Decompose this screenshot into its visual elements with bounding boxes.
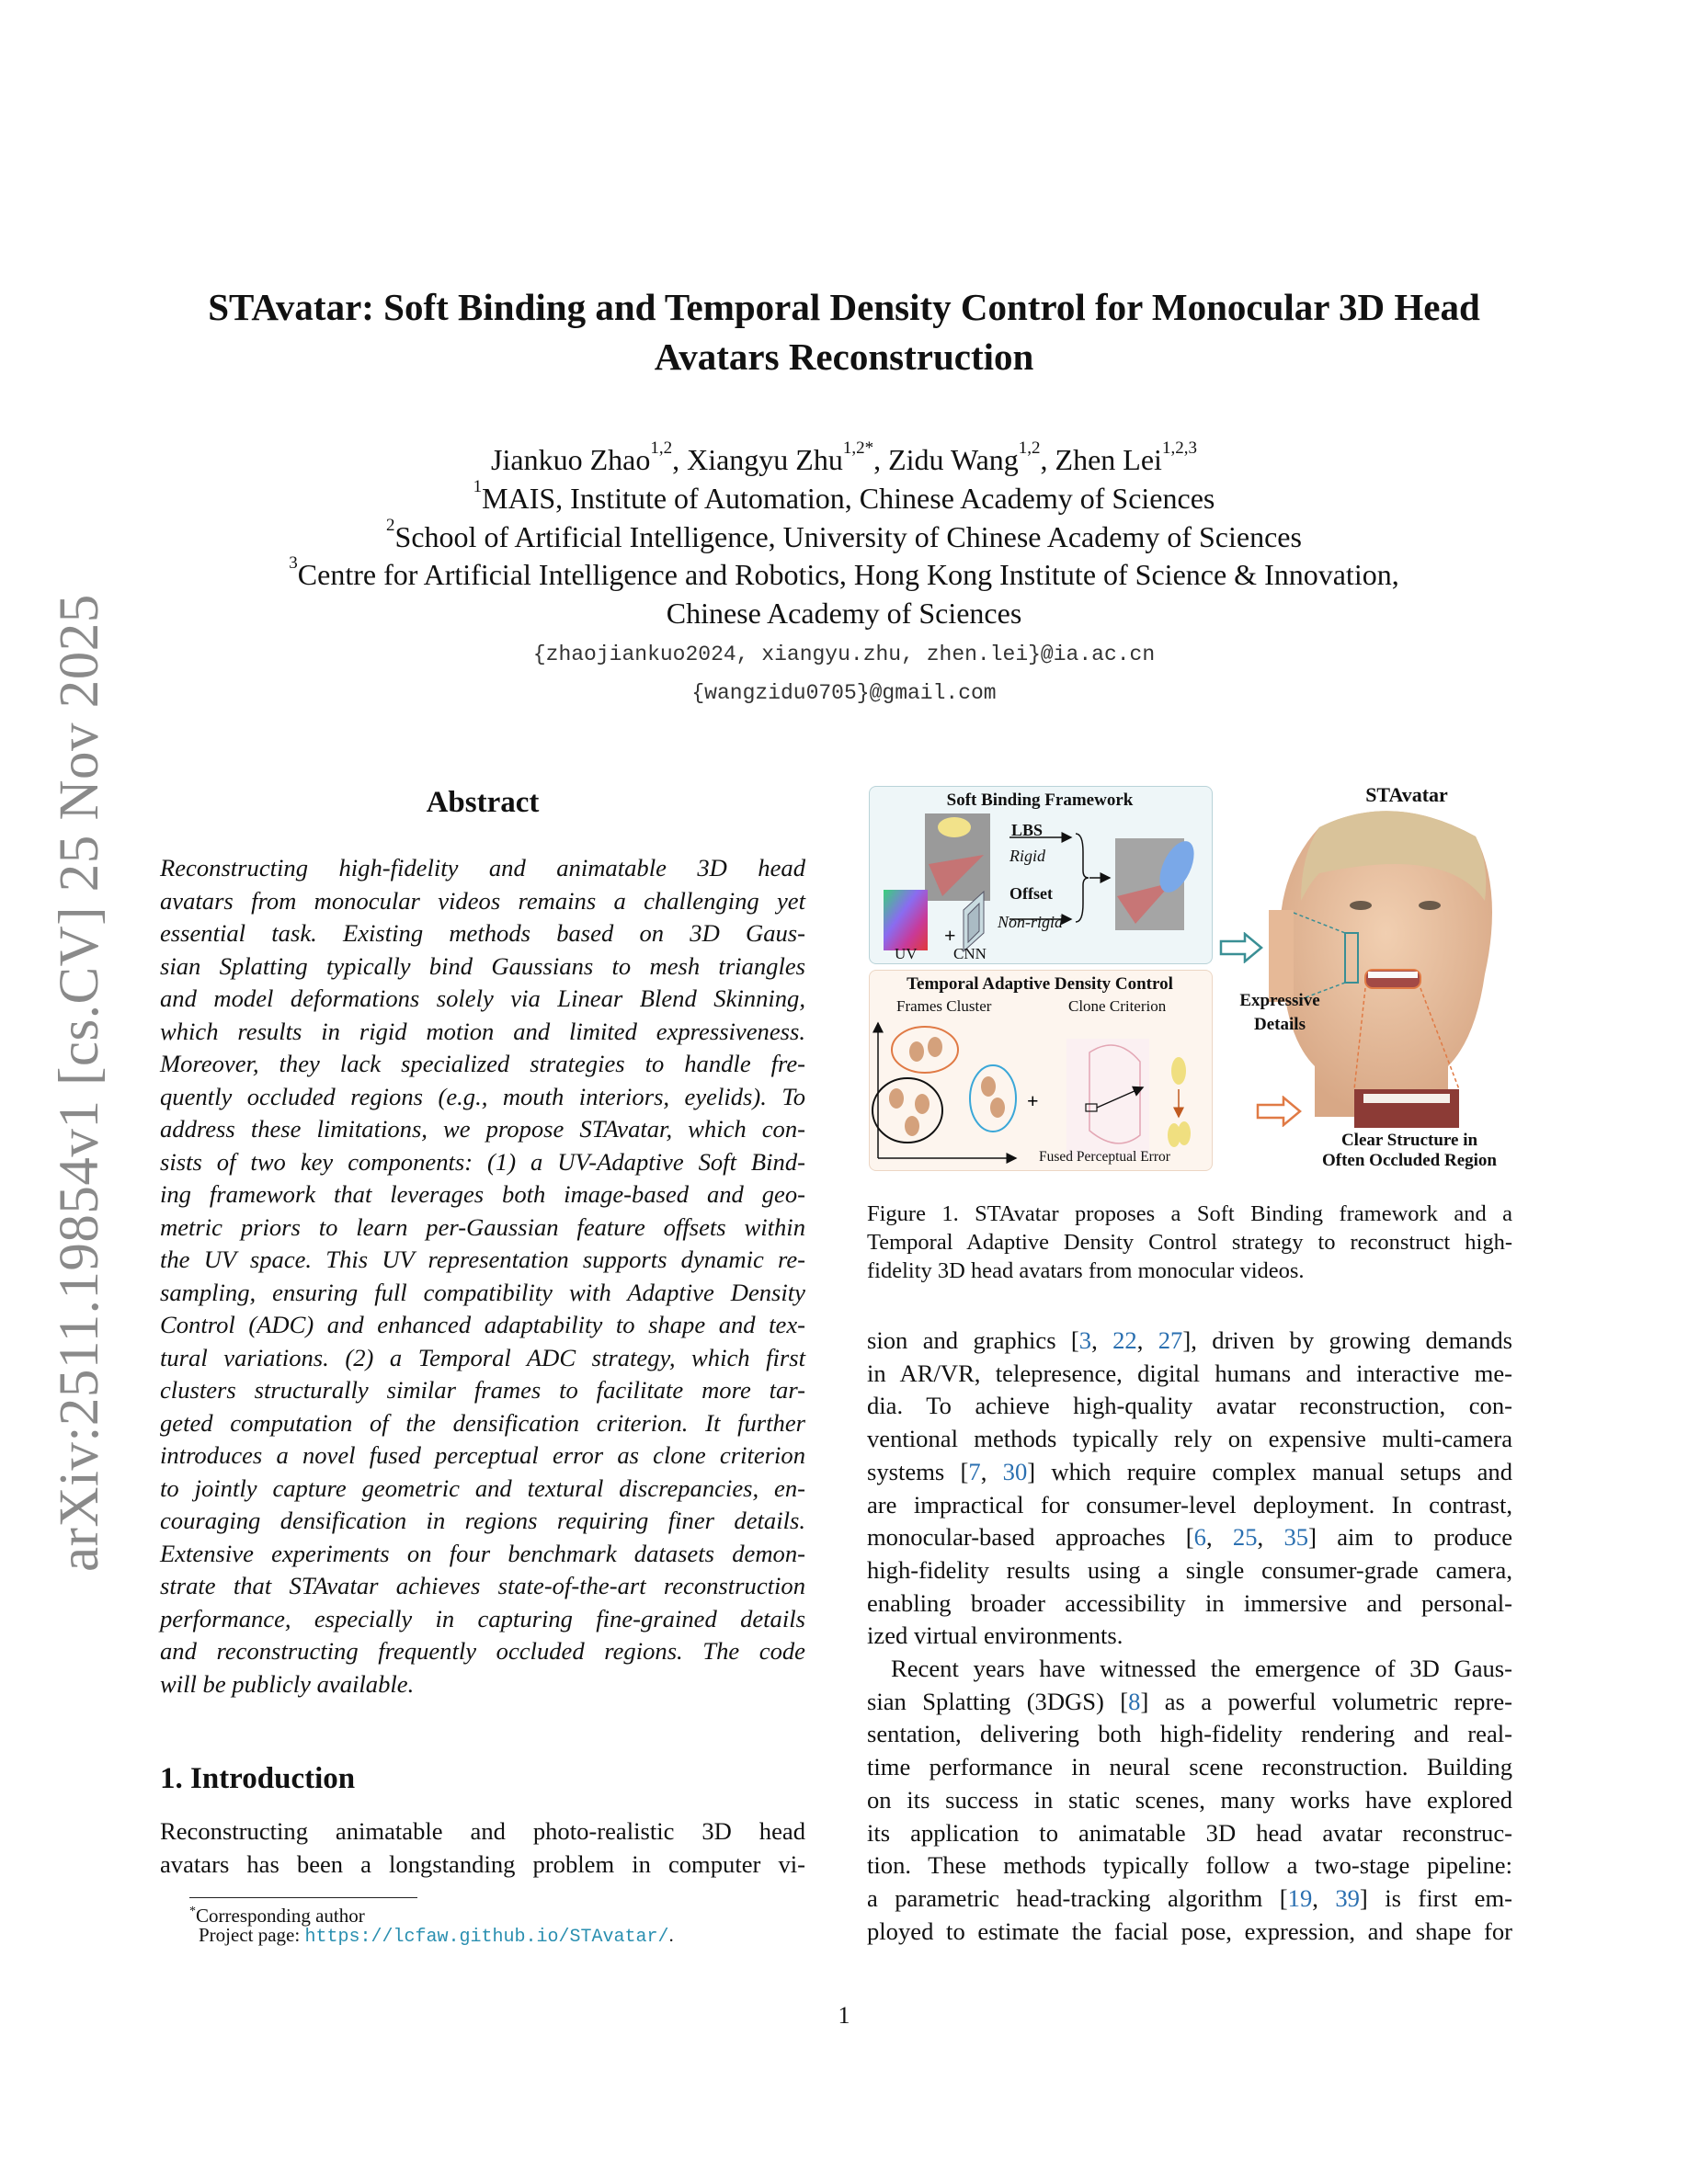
text-line: performance, especially in capturing fine-grained details (160, 1604, 805, 1632)
text-line: its application to animatable 3D head avatar reconstruc- (867, 1818, 1512, 1847)
paper-title-line-2: Avatars Reconstruction (654, 336, 1034, 378)
text-line: high-fidelity results using a single consumer-grade camera, (867, 1555, 1512, 1584)
text-line: time performance in neural scene reconstruction. Building (867, 1753, 1512, 1781)
plus-sign: + (944, 924, 956, 947)
author-name: Jiankuo Zhao (491, 443, 651, 476)
rigid-label: Rigid (1009, 847, 1045, 865)
author-affiliation-marker: 1,2* (842, 438, 874, 458)
citation-link[interactable]: 30 (1002, 1457, 1028, 1485)
footnote-corresponding-text: Corresponding author (196, 1905, 365, 1927)
text-line: monocular-based approaches [6, 25, 35] aim to produce (867, 1523, 1513, 1552)
text-line: sentation, delivering both high-fidelity rendering and real- (867, 1720, 1512, 1748)
text-line: which results in rigid motion and limited expressiveness. (160, 1017, 805, 1045)
text-line: a parametric head-tracking algorithm [19, 39] is first em- (867, 1883, 1512, 1912)
stavatar-label: STAvatar (1365, 783, 1448, 806)
author-list (0, 438, 1688, 476)
cluster-orange (892, 1027, 958, 1073)
project-page-label: Project page: (199, 1924, 305, 1946)
citation-link[interactable]: 3 (1078, 1326, 1092, 1354)
project-page-link[interactable]: https://lcfaw.github.io/STAvatar/ (304, 1927, 669, 1948)
text-line: avatars has been a longstanding problem in computer vi- (160, 1849, 805, 1878)
page-number: 1 (838, 2002, 850, 2029)
expressive-label-1: Expressive (1239, 991, 1320, 1010)
text-line: tion. These methods typically follow a two-stage pipeline: (867, 1851, 1512, 1880)
tadc-title: Temporal Adaptive Density Control (907, 974, 1173, 994)
frames-cluster-label: Frames Cluster (896, 997, 992, 1015)
text-line: dia. To achieve high-quality avatar reconstruction, con- (867, 1392, 1512, 1420)
gaussian-clone-2 (1178, 1121, 1191, 1145)
citation-link[interactable]: 27 (1158, 1326, 1183, 1354)
author-name: Zhen Lei (1055, 443, 1162, 476)
clear-structure-label-1: Clear Structure in (1340, 1131, 1478, 1150)
author-separator: , (1040, 443, 1055, 476)
text-line: sian Splatting (3DGS) [8] as a powerful volumetric repre- (867, 1687, 1512, 1715)
text-line: sion and graphics [3, 22, 27], driven by growing demands (867, 1326, 1513, 1354)
face-thumbnails (889, 1037, 1005, 1136)
citation-link[interactable]: 35 (1283, 1523, 1309, 1552)
affiliation-text: MAIS, Institute of Automation, Chinese Academy of Sciences (482, 482, 1215, 515)
author-affiliation-marker: 1,2,3 (1161, 438, 1197, 458)
affiliation-text: School of Artificial Intelligence, University of Chinese Academy of Sciences (394, 519, 1302, 553)
text-line: sampling, ensuring full compatibility with Adaptive Density (160, 1278, 805, 1306)
error-map-image (1066, 1039, 1149, 1158)
svg-text:+: + (1027, 1089, 1039, 1112)
text-line: metric priors to learn per-Gaussian feature offsets within (160, 1212, 805, 1241)
footnote-divider (189, 1897, 417, 1898)
teal-arrow-icon (1219, 932, 1265, 963)
arxiv-identifier: arXiv:2511.19854v1 [cs.CV] 25 Nov 2025 (49, 594, 110, 1572)
uv-map-image (884, 890, 928, 950)
email-line-2: {wangzidu0705}@gmail.com (691, 681, 997, 705)
text-line: the UV space. This UV representation supports dynamic re- (160, 1246, 805, 1273)
citation-link[interactable]: 7 (968, 1457, 981, 1485)
footnote-project-page (199, 1924, 674, 1949)
avatar-render (1218, 809, 1512, 1131)
text-line: ing framework that leverages both image-based and geo- (160, 1180, 805, 1208)
text-line: ized virtual environments. (867, 1621, 1123, 1650)
figure-caption-line: Figure 1. STAvatar proposes a Soft Binding framework and a (867, 1201, 1512, 1226)
text-line: strate that STAvatar achieves state-of-the-art reconstruction (160, 1572, 805, 1599)
introduction-heading: 1. Introduction (160, 1762, 356, 1795)
text-line: essential task. Existing methods based on 3D Gaus- (160, 919, 805, 947)
text-line: enabling broader accessibility in immersive and personal- (867, 1588, 1512, 1617)
affiliation-marker: 3 (289, 553, 298, 573)
text-line: Reconstructing high-fidelity and animatable 3D head (160, 854, 805, 882)
text-line: on its success in static scenes, many works have explored (867, 1785, 1512, 1814)
affiliation-line (0, 477, 1688, 515)
text-line: Recent years have witnessed the emergence of 3D Gaus- (891, 1655, 1512, 1682)
text-line: tural variations. (2) a Temporal ADC strategy, which first (160, 1343, 805, 1371)
text-line: Moreover, they lack specialized strategies to handle fre- (160, 1050, 805, 1077)
text-line: ventional methods typically rely on expensive multi-camera (867, 1425, 1512, 1453)
footnote-marker: * (189, 1905, 196, 1918)
text-line: quently occluded regions (e.g., mouth interiors, eyelids). To (160, 1082, 805, 1110)
cnn-label: CNN (953, 945, 987, 962)
soft-binding-title: Soft Binding Framework (946, 791, 1134, 810)
offset-label: Offset (1009, 884, 1053, 903)
text-line: couraging densification in regions requiring finer details. (160, 1507, 805, 1534)
text-line: systems [7, 30] which require complex manual setups and (867, 1457, 1512, 1485)
orange-arrow-icon (1256, 1096, 1304, 1127)
text-line: to jointly capture geometric and textural discrepancies, en- (160, 1473, 805, 1502)
text-line: Control (ADC) and enhanced adaptability to shape and tex- (160, 1311, 805, 1338)
affiliation-marker: 1 (473, 477, 483, 496)
affiliation-text: Centre for Artificial Intelligence and Robotics, Hong Kong Institute of Science & Innovation, (297, 558, 1399, 591)
clear-structure-label-2: Often Occluded Region (1322, 1151, 1497, 1170)
author-name: Zidu Wang (888, 443, 1019, 476)
project-page-end: . (668, 1924, 674, 1946)
citation-link[interactable]: 39 (1335, 1883, 1360, 1912)
citation-link[interactable]: 6 (1193, 1523, 1206, 1552)
text-line: in AR/VR, telepresence, digital humans and interactive me- (867, 1359, 1512, 1387)
text-line: avatars from monocular videos remains a challenging yet (160, 886, 805, 915)
lbs-label: LBS (1011, 821, 1044, 839)
text-line: will be publicly available. (160, 1669, 415, 1698)
figure-caption-line: fidelity 3D head avatars from monocular videos. (867, 1258, 1305, 1283)
text-line: Reconstructing animatable and photo-realistic 3D head (160, 1817, 805, 1845)
soft-binding-diagram (869, 786, 1211, 962)
affiliation-line (0, 598, 1688, 628)
author-affiliation-marker: 1,2 (1018, 438, 1041, 458)
citation-link[interactable]: 22 (1112, 1326, 1137, 1354)
text-line: address these limitations, we propose STAvatar, which con- (160, 1115, 805, 1143)
cheek-detail-crop (1269, 910, 1294, 1002)
email-line-1: {zhaojiankuo2024, xiangyu.zhu, zhen.lei}@ia.ac.cn (532, 643, 1156, 666)
figure-caption-line: Temporal Adaptive Density Control strategy to reconstruct high- (867, 1230, 1512, 1255)
text-line: Extensive experiments on four benchmark datasets demon- (160, 1539, 805, 1567)
affiliation-line (0, 515, 1688, 553)
text-line: and model deformations solely via Linear Blend Skinning, (160, 984, 805, 1012)
affiliation-line (0, 553, 1688, 591)
author-name: Xiangyu Zhu (687, 443, 843, 476)
fused-error-label: Fused Perceptual Error (1039, 1149, 1170, 1165)
merge-brace (1076, 834, 1089, 922)
non-rigid-label: Non-rigid (998, 913, 1064, 931)
affiliation-marker: 2 (386, 515, 395, 535)
cluster-blue (970, 1065, 1016, 1132)
text-line: clusters structurally similar frames to facilitate more tar- (160, 1376, 805, 1404)
author-separator: , (873, 443, 889, 476)
citation-link[interactable]: 8 (1128, 1687, 1141, 1715)
footnote-corresponding (189, 1901, 365, 1927)
gaussian-before (1171, 1057, 1186, 1085)
citation-link[interactable]: 19 (1287, 1883, 1313, 1912)
text-line: geted computation of the densification criterion. It further (160, 1408, 805, 1437)
uv-label: UV (895, 945, 918, 962)
text-line: are impractical for consumer-level deployment. In contrast, (867, 1490, 1512, 1519)
text-line: sists of two key components: (1) a UV-Adaptive Soft Bind- (160, 1147, 805, 1176)
expressive-label-2: Details (1254, 1015, 1306, 1034)
paper-title-line-1: STAvatar: Soft Binding and Temporal Density Control for Monocular 3D Head (208, 286, 1480, 328)
tadc-diagram (869, 970, 1211, 1169)
text-line: sian Splatting typically bind Gaussians to mesh triangles (160, 951, 805, 980)
citation-link[interactable]: 25 (1232, 1523, 1258, 1552)
text-line: introduces a novel fused perceptual error as clone criterion (160, 1441, 805, 1469)
abstract-heading: Abstract (426, 786, 540, 819)
text-line: ployed to estimate the facial pose, expression, and shape for (867, 1917, 1512, 1945)
clone-criterion-label: Clone Criterion (1068, 997, 1167, 1015)
author-separator: , (672, 443, 688, 476)
author-affiliation-marker: 1,2 (650, 438, 673, 458)
affiliation-text: Chinese Academy of Sciences (666, 596, 1022, 630)
text-line: and reconstructing frequently occluded regions. The code (160, 1637, 805, 1665)
